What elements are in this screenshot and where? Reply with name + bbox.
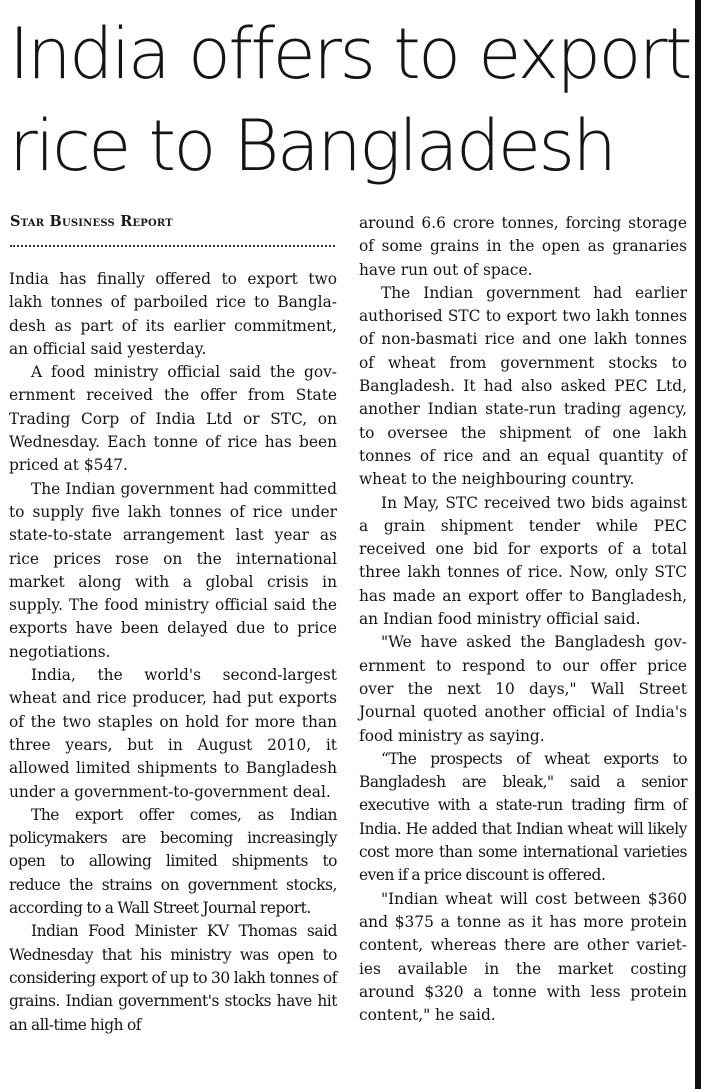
paragraph: India, the world's second-largest wheat and rice producer, had put exports of the two staples on hold for more than three years, but in August 2010, it allowed limited shipments to Bangladesh under a government-to-government deal. bbox=[9, 666, 337, 801]
paragraph: “The prospects of wheat exports to Bangladesh are bleak," said a senior executive with a state-run trading firm of India. He added that Indian wheat will likely cost more than some international varieties even if a price discount is offered. bbox=[359, 749, 687, 885]
page-edge-bar bbox=[695, 0, 701, 1089]
paragraph: The Indian government had earlier authorised STC to export two lakh tonnes of non-basmati rice and one lakh tonnes of wheat from government stocks to Bangladesh. It had also asked PEC Ltd, another Indian state-run trading agency, to oversee the shipment of one lakh tonnes of rice and an equal quantity of wheat to the neighbouring country. bbox=[359, 283, 687, 489]
paragraph: Indian Food Minister KV Thomas said Wednesday that his ministry was open to considering export of up to 30 lakh tonnes of grains. Indian government's stocks have hit an all-time high of bbox=[9, 922, 337, 1034]
paragraph: In May, STC received two bids against a grain shipment tender while PEC received one bid for exports of a total three lakh tonnes of rice. Now, only STC has made an export offer to Bangladesh, an Indian food ministry official said. bbox=[359, 493, 687, 629]
byline: Star Business Report bbox=[10, 213, 173, 230]
headline-line-2: rice to Bangladesh bbox=[9, 105, 615, 187]
paragraph: The Indian government had committed to supply five lakh tonnes of rice under state-to-state arrangement last year as rice prices rose on the international market along with a global crisis in supply. The food ministry official said the exports have been delayed due to price negotiations. bbox=[9, 479, 337, 661]
byline-divider bbox=[10, 245, 335, 247]
article-column-left bbox=[9, 268, 337, 1037]
headline-line-1: India offers to export bbox=[9, 13, 690, 95]
article-column-right bbox=[359, 212, 687, 1027]
headline bbox=[9, 8, 693, 192]
paragraph: A food ministry official said the government received the offer from State Trading Corp of India Ltd or STC, on Wednesday. Each tonne of rice has been priced at $547. bbox=[9, 363, 337, 475]
paragraph: around 6.6 crore tonnes, forcing storage of some grains in the open as granaries have run out of space. bbox=[359, 214, 687, 279]
paragraph: "We have asked the Bangladesh government to respond to our offer price over the next 10 days," Wall Street Journal quoted another official of India's food ministry as saying. bbox=[359, 633, 687, 745]
paragraph: "Indian wheat will cost between $360 and $375 a tonne as it has more protein content, whereas there are other varieties available in the market costing around $320 a tonne with less protein content," he said. bbox=[359, 889, 687, 1025]
paragraph: The export offer comes, as Indian policymakers are becoming increasingly open to allowing limited shipments to reduce the strains on government stocks, according to a Wall Street Journal report. bbox=[9, 805, 337, 918]
paragraph: India has finally offered to export two lakh tonnes of parboiled rice to Bangladesh as part of its earlier commitment, an official said yesterday. bbox=[9, 270, 337, 358]
